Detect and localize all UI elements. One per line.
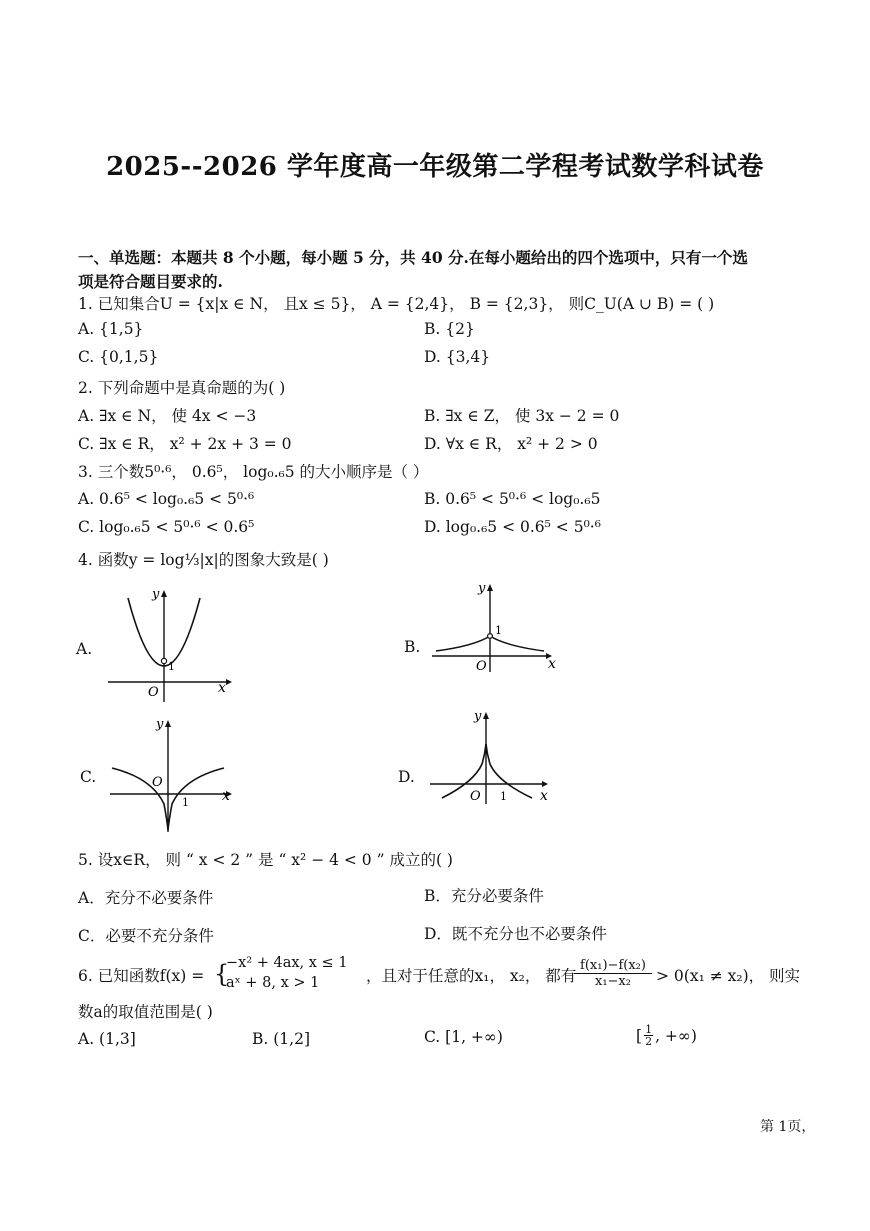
- question-1-option-b: B. {2}: [424, 320, 475, 338]
- graph-c-x-label: x: [222, 788, 230, 804]
- section-heading-line1: 一、单选题：本题共 8 个小题，每小题 5 分，共 40 分.在每小题给出的四个选项中，只有一个选: [78, 248, 748, 267]
- question-6-stem-prefix: 6. 已知函数f(x) =: [78, 967, 205, 985]
- question-4-graph-b: [428, 576, 568, 680]
- question-2-option-b: B. ∃x ∈ Z， 使 3x − 2 = 0: [424, 407, 620, 425]
- graph-a-origin-label: O: [148, 685, 159, 700]
- graph-a-x-label: x: [218, 680, 226, 696]
- question-5-stem: 5. 设x∈R， 则 “ x < 2 ” 是 “ x² − 4 < 0 ” 成立的( ): [78, 851, 453, 869]
- question-6-stem-post: > 0(x₁ ≠ x₂)， 则实: [656, 967, 801, 985]
- question-6-option-a: A. (1,3]: [78, 1030, 136, 1048]
- question-4-label-b: B.: [404, 638, 421, 656]
- question-4-stem: 4. 函数y = log⅓|x|的图象大致是( ): [78, 551, 329, 569]
- graph-c-origin-label: O: [152, 775, 163, 790]
- graph-d-curve-right: [486, 744, 532, 798]
- graph-b-x-label: x: [548, 656, 556, 672]
- graph-a-one-label: 1: [168, 660, 175, 673]
- question-3-option-b: B. 0.6⁵ < 5⁰·⁶ < log₀.₆5: [424, 490, 601, 508]
- question-6-fraction-denominator: x₁−x₂: [595, 974, 631, 989]
- question-5-option-c: C．必要不充分条件: [78, 927, 214, 945]
- question-5-option-b: B．充分必要条件: [424, 887, 544, 905]
- option-d-open-bracket: [: [636, 1027, 643, 1045]
- page-title: 2025--2026 学年度高一年级第二学程考试数学科试卷: [106, 152, 764, 182]
- graph-c-y-label: y: [156, 717, 164, 732]
- option-d-numerator: 1: [645, 1023, 653, 1036]
- question-1-option-d: D. {3,4}: [424, 348, 491, 366]
- question-5-option-a: A．充分不必要条件: [78, 889, 214, 907]
- question-3-stem: 3. 三个数5⁰·⁶， 0.6⁵， log₀.₆5 的大小顺序是（ ）: [78, 463, 429, 481]
- graph-b-y-arrow: [487, 584, 493, 591]
- question-3-option-a: A. 0.6⁵ < log₀.₆5 < 5⁰·⁶: [78, 490, 255, 508]
- graph-c-y-arrow: [165, 720, 171, 727]
- page-number: 第 1页，: [760, 1119, 816, 1135]
- question-2-option-c: C. ∃x ∈ R， x² + 2x + 3 = 0: [78, 435, 292, 453]
- graph-b-origin-label: O: [476, 659, 487, 674]
- graph-b-one-label: 1: [495, 624, 502, 637]
- question-4-graph-a: [100, 584, 240, 706]
- question-1-option-a: A. {1,5}: [78, 320, 144, 338]
- section-heading-line2: 项是符合题目要求的.: [78, 272, 223, 291]
- graph-d-origin-label: O: [470, 789, 481, 804]
- question-6-brace: {: [214, 960, 230, 988]
- question-4-graph-d: [428, 706, 558, 808]
- question-2-option-a: A. ∃x ∈ N， 使 4x < −3: [78, 407, 257, 425]
- question-4-label-c: C.: [80, 768, 97, 786]
- question-3-option-c: C. log₀.₆5 < 5⁰·⁶ < 0.6⁵: [78, 518, 255, 536]
- question-2-option-d: D. ∀x ∈ R， x² + 2 > 0: [424, 435, 598, 453]
- graph-d-x-arrow: [542, 781, 548, 787]
- graph-a-x-arrow: [226, 679, 232, 685]
- question-1-stem: 1. 已知集合U = {x|x ∈ N， 且x ≤ 5}， A = {2,4}， B = {2,3}， 则C_U(A ∪ B) = ( ): [78, 295, 715, 313]
- question-6-stem-mid: ，且对于任意的x₁， x₂， 都有: [366, 967, 577, 985]
- graph-a-y-label: y: [152, 587, 160, 602]
- question-6-case-2: aˣ + 8, x > 1: [226, 975, 320, 991]
- question-2-stem: 2. 下列命题中是真命题的为( ): [78, 379, 286, 397]
- graph-c-one-label: 1: [182, 796, 189, 809]
- question-4-label-d: D.: [398, 768, 415, 786]
- question-4-graph-c: [108, 712, 240, 836]
- graph-a-point: [161, 658, 166, 663]
- option-d-rest: , +∞): [655, 1027, 697, 1045]
- graph-b-y-label: y: [478, 581, 486, 596]
- option-d-fraction: [644, 1024, 653, 1048]
- question-4-label-a: A.: [76, 640, 93, 658]
- question-6-option-b: B. (1,2]: [252, 1030, 310, 1048]
- question-3-option-d: D. log₀.₆5 < 0.6⁵ < 5⁰·⁶: [424, 518, 601, 536]
- question-6-fraction-numerator: f(x₁)−f(x₂): [574, 958, 652, 974]
- graph-c-curve-right: [168, 768, 224, 830]
- graph-a-y-arrow: [161, 590, 167, 597]
- graph-d-y-arrow: [483, 712, 489, 719]
- question-6-option-d: [636, 1024, 697, 1048]
- graph-b-point: [488, 634, 493, 639]
- question-1-option-c: C. {0,1,5}: [78, 348, 159, 366]
- graph-d-x-label: x: [540, 788, 548, 804]
- graph-d-y-label: y: [474, 709, 482, 724]
- question-5-option-d: D．既不充分也不必要条件: [424, 925, 607, 943]
- question-6-case-1: −x² + 4ax, x ≤ 1: [226, 955, 348, 971]
- option-d-denominator: 2: [645, 1035, 653, 1048]
- question-6-fraction: [574, 958, 652, 990]
- question-6-option-c: C. [1, +∞): [424, 1028, 503, 1046]
- graph-d-one-label: 1: [500, 790, 507, 803]
- question-6-stem-line2: 数a的取值范围是( ): [78, 1003, 213, 1021]
